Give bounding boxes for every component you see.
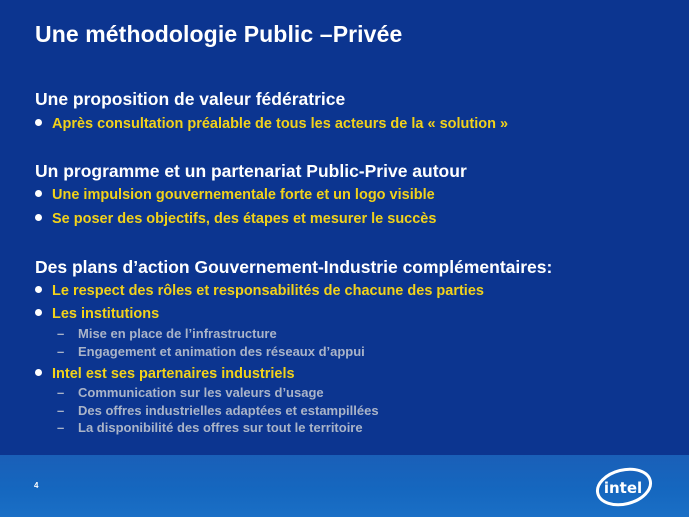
sub-item xyxy=(57,403,379,418)
dash-icon: – xyxy=(57,385,65,400)
bullet-text: Le respect des rôles et responsabilités de chacune des parties xyxy=(52,283,484,299)
section-heading-programme: Un programme et un partenariat Public-Prive autour xyxy=(35,161,467,181)
dash-icon: – xyxy=(57,420,65,435)
sub-item-text: Engagement et animation des réseaux d’appui xyxy=(78,344,365,359)
bullet-dot-icon xyxy=(35,119,42,126)
bullet-item xyxy=(35,116,508,132)
bullet-dot-icon xyxy=(35,309,42,316)
dash-icon: – xyxy=(57,403,65,418)
bullet-text: Les institutions xyxy=(52,306,160,322)
section-heading-action-plans: Des plans d’action Gouvernement-Industrie complémentaires: xyxy=(35,257,553,277)
section-heading-value-proposition: Une proposition de valeur fédératrice xyxy=(35,89,346,109)
dash-icon: – xyxy=(57,344,65,359)
dash-icon: – xyxy=(57,326,65,341)
bullet-dot-icon xyxy=(35,190,42,197)
bullet-item xyxy=(35,211,436,227)
bullet-dot-icon xyxy=(35,369,42,376)
sub-item-text: Communication sur les valeurs d’usage xyxy=(78,385,324,400)
bullet-item xyxy=(35,306,159,322)
bullet-item xyxy=(35,366,295,382)
sub-item-text: Des offres industrielles adaptées et estampillées xyxy=(78,403,379,418)
bullet-text: Après consultation préalable de tous les acteurs de la « solution » xyxy=(52,116,509,132)
page-number: 4 xyxy=(34,481,39,490)
sub-item xyxy=(57,385,324,400)
bullet-text: Intel est ses partenaires industriels xyxy=(52,366,295,382)
sub-item xyxy=(57,326,277,341)
sub-item xyxy=(57,344,365,359)
bullet-text: Une impulsion gouvernementale forte et un logo visible xyxy=(52,187,435,203)
sub-item xyxy=(57,420,363,435)
intel-logo-text: intel xyxy=(603,479,643,497)
bullet-text: Se poser des objectifs, des étapes et mesurer le succès xyxy=(52,211,437,227)
sub-item-text: La disponibilité des offres sur tout le territoire xyxy=(78,420,363,435)
intel-logo-icon xyxy=(593,463,659,509)
slide-footer xyxy=(0,455,689,517)
slide-title: Une méthodologie Public –Privée xyxy=(35,21,403,47)
bullet-dot-icon xyxy=(35,286,42,293)
bullet-item xyxy=(35,187,435,203)
sub-item-text: Mise en place de l’infrastructure xyxy=(78,326,277,341)
bullet-dot-icon xyxy=(35,214,42,221)
bullet-item xyxy=(35,283,484,299)
